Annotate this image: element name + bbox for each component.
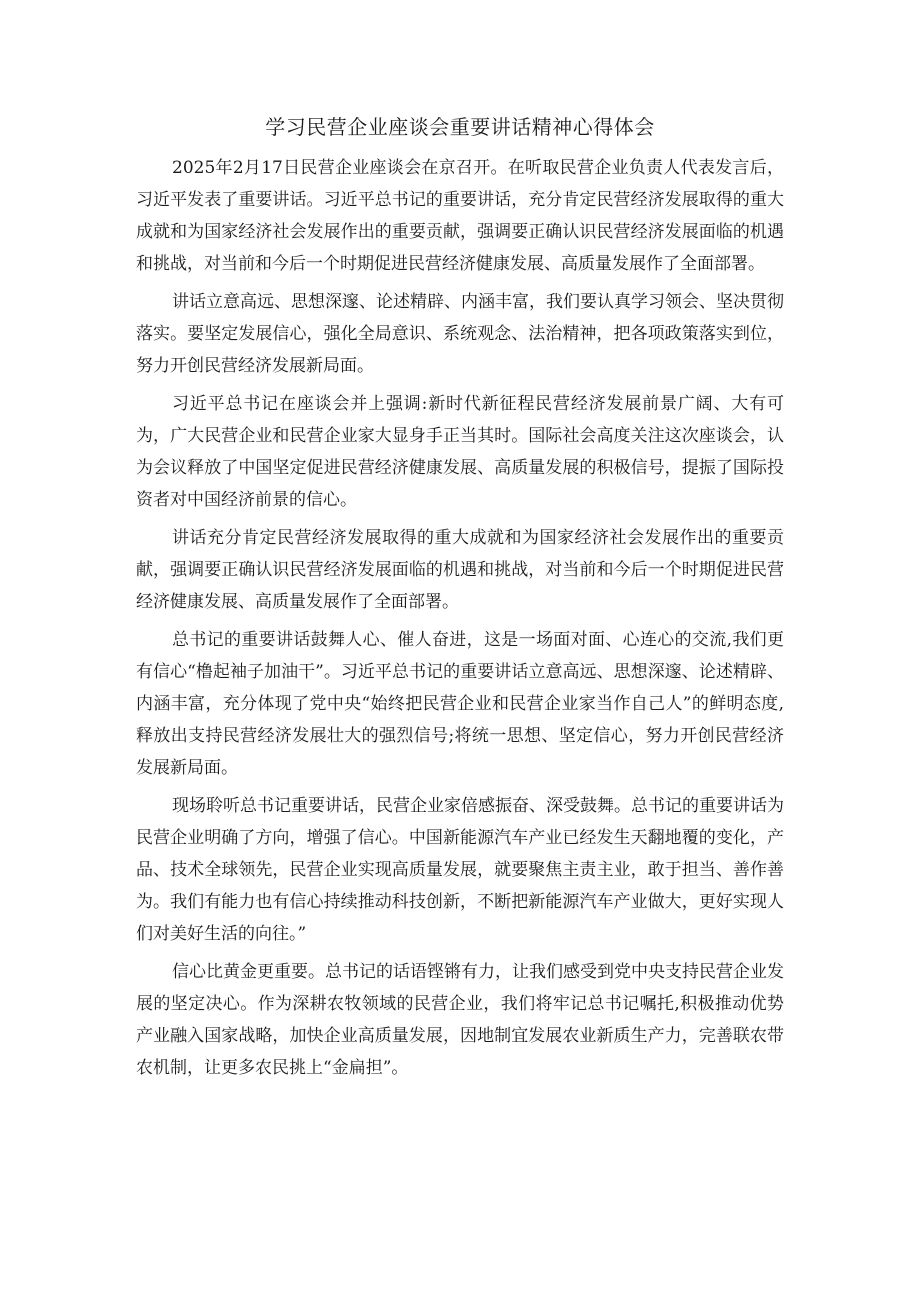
paragraph-3: 习近平总书记在座谈会并上强调:新时代新征程民营经济发展前景广阔、大有可为，广大民营企业和民营企业家大显身手正当其时。国际社会高度关注这次座谈会，认为会议释放了中国坚定促进民营经济健康发展、高质量发展的积极信号，提振了国际投资者对中国经济前景的信心。	[136, 394, 784, 510]
paragraph-1: 2025年2月17日民营企业座谈会在京召开。在听取民营企业负责人代表发言后，习近平发表了重要讲话。习近平总书记的重要讲话，充分肯定民营经济发展取得的重大成就和为国家经济社会发展作出的重要贡献，强调要正确认识民营经济发展面临的机遇和挑战，对当前和今后一个时期促进民营经济健康发展、高质量发展作了全面部署。	[136, 158, 784, 274]
document-page	[136, 113, 784, 1090]
paragraph-5: 总书记的重要讲话鼓舞人心、催人奋进，这是一场面对面、心连心的交流,我们更有信心“橹起袖子加油干”。习近平总书记的重要讲话立意高远、思想深邃、论述精辟、内涵丰富，充分体现了党中央“始终把民营企业和民营企业家当作自己人”的鲜明态度,释放出支持民营经济发展壮大的强烈信号;将统一思想、坚定信心，努力开创民营经济发展新局面。	[136, 630, 784, 778]
paragraph-7: 信心比黄金更重要。总书记的话语铿锵有力，让我们感受到党中央支持民营企业发展的坚定决心。作为深耕农牧领域的民营企业，我们将牢记总书记嘱托,积极推动优势产业融入国家战略，加快企业高质量发展，因地制宜发展农业新质生产力，完善联农带农机制，让更多农民挑上“金扁担”。	[136, 962, 784, 1078]
paragraph-6: 现场聆听总书记重要讲话，民营企业家倍感振奋、深受鼓舞。总书记的重要讲话为民营企业明确了方向，增强了信心。中国新能源汽车产业已经发生天翻地覆的变化，产品、技术全球领先，民营企业实现高质量发展，就要聚焦主责主业，敢于担当、善作善为。我们有能力也有信心持续推动科技创新，不断把新能源汽车产业做大，更好实现人们对美好生活的向往。”	[136, 796, 784, 944]
paragraph-4: 讲话充分肯定民营经济发展取得的重大成就和为国家经济社会发展作出的重要贡献，强调要正确认识民营经济发展面临的机遇和挑战，对当前和今后一个时期促进民营经济健康发展、高质量发展作了全面部署。	[136, 528, 784, 612]
document-title: 学习民营企业座谈会重要讲话精神心得体会	[265, 115, 655, 139]
paragraph-2: 讲话立意高远、思想深邃、论述精辟、内涵丰富，我们要认真学习领会、坚决贯彻落实。要坚定发展信心，强化全局意识、系统观念、法治精神，把各项政策落实到位，努力开创民营经济发展新局面。	[136, 292, 784, 376]
